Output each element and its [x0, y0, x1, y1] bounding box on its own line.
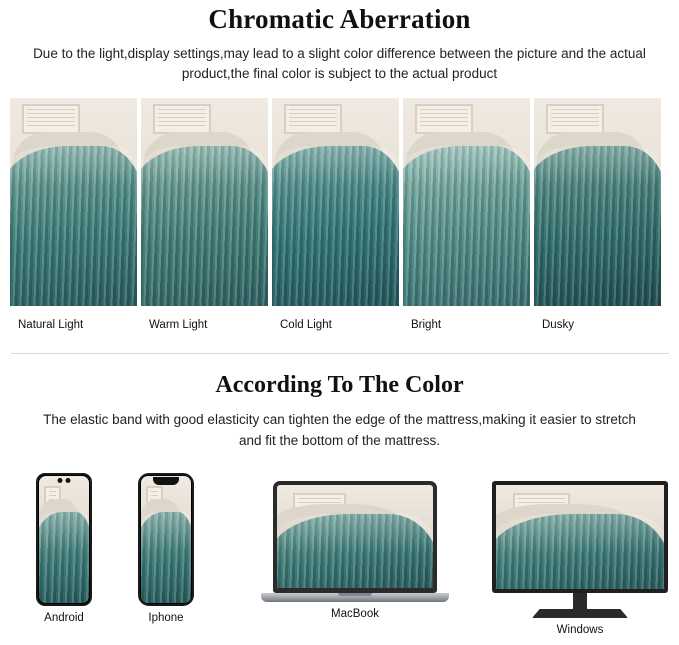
blanket-shape	[272, 146, 399, 306]
device-iphone	[124, 473, 208, 624]
blanket-photo	[277, 485, 433, 588]
swatch-item	[141, 98, 268, 331]
swatch-item	[10, 98, 137, 331]
device-label: Windows	[556, 624, 604, 636]
blanket-shape	[496, 514, 664, 589]
laptop-base	[261, 593, 449, 602]
laptop-frame	[261, 481, 449, 602]
blanket-shape	[277, 514, 433, 588]
swatch-label: Cold Light	[280, 319, 332, 331]
room-background	[403, 98, 530, 306]
lighting-swatch-row	[0, 98, 679, 331]
blanket-shape	[39, 512, 89, 603]
camera-dots-icon	[58, 478, 71, 483]
blanket-shape	[534, 146, 661, 306]
section2-title: According To The Color	[215, 372, 464, 398]
room-background	[10, 98, 137, 306]
blanket-photo	[496, 485, 664, 589]
device-label: MacBook	[331, 608, 379, 620]
blanket-shape	[141, 146, 268, 306]
monitor-frame	[492, 481, 668, 618]
blanket-shape	[403, 146, 530, 306]
wall-frame-icon	[153, 104, 211, 134]
swatch-item	[534, 98, 661, 331]
room-background	[141, 98, 268, 306]
blanket-photo	[39, 476, 89, 603]
swatch-label: Bright	[411, 319, 442, 331]
swatch-photo-natural-light	[10, 98, 137, 306]
section1-description: Due to the light,display settings,may lead to a slight color difference between the picture and the actual product,the final color is subject to the actual product	[33, 46, 646, 81]
iphone-frame	[138, 473, 194, 606]
swatch-photo-cold-light	[272, 98, 399, 306]
laptop-screen	[273, 481, 437, 593]
swatch-item	[403, 98, 530, 331]
blanket-shape	[141, 512, 191, 603]
device-label: Iphone	[148, 612, 184, 624]
swatch-item	[272, 98, 399, 331]
wall-frame-icon	[284, 104, 342, 134]
notch-icon	[153, 477, 179, 485]
room-background	[534, 98, 661, 306]
monitor-stand	[532, 609, 628, 618]
android-phone-frame	[36, 473, 92, 606]
wall-frame-icon	[22, 104, 80, 134]
room-background	[272, 98, 399, 306]
android-screen	[39, 476, 89, 603]
page-title: Chromatic Aberration	[208, 4, 471, 34]
swatch-photo-warm-light	[141, 98, 268, 306]
swatch-label: Warm Light	[149, 319, 208, 331]
section2-description: The elastic band with good elasticity can tighten the edge of the mattress,making it easier to stretch and fit the bottom of the mattress.	[43, 412, 636, 448]
device-macbook	[260, 481, 450, 620]
device-label: Android	[44, 612, 84, 624]
wall-frame-icon	[415, 104, 473, 134]
monitor-screen	[492, 481, 668, 593]
iphone-screen	[141, 476, 191, 603]
section-divider	[11, 353, 669, 354]
swatch-label: Dusky	[542, 319, 574, 331]
wall-frame-icon	[546, 104, 604, 134]
device-windows	[492, 481, 668, 636]
device-android	[22, 473, 106, 624]
swatch-photo-bright	[403, 98, 530, 306]
monitor-neck	[573, 593, 587, 609]
blanket-shape	[10, 146, 137, 306]
swatch-label: Natural Light	[18, 319, 84, 331]
swatch-photo-dusky	[534, 98, 661, 306]
device-preview-row	[0, 463, 679, 639]
blanket-photo	[141, 476, 191, 603]
